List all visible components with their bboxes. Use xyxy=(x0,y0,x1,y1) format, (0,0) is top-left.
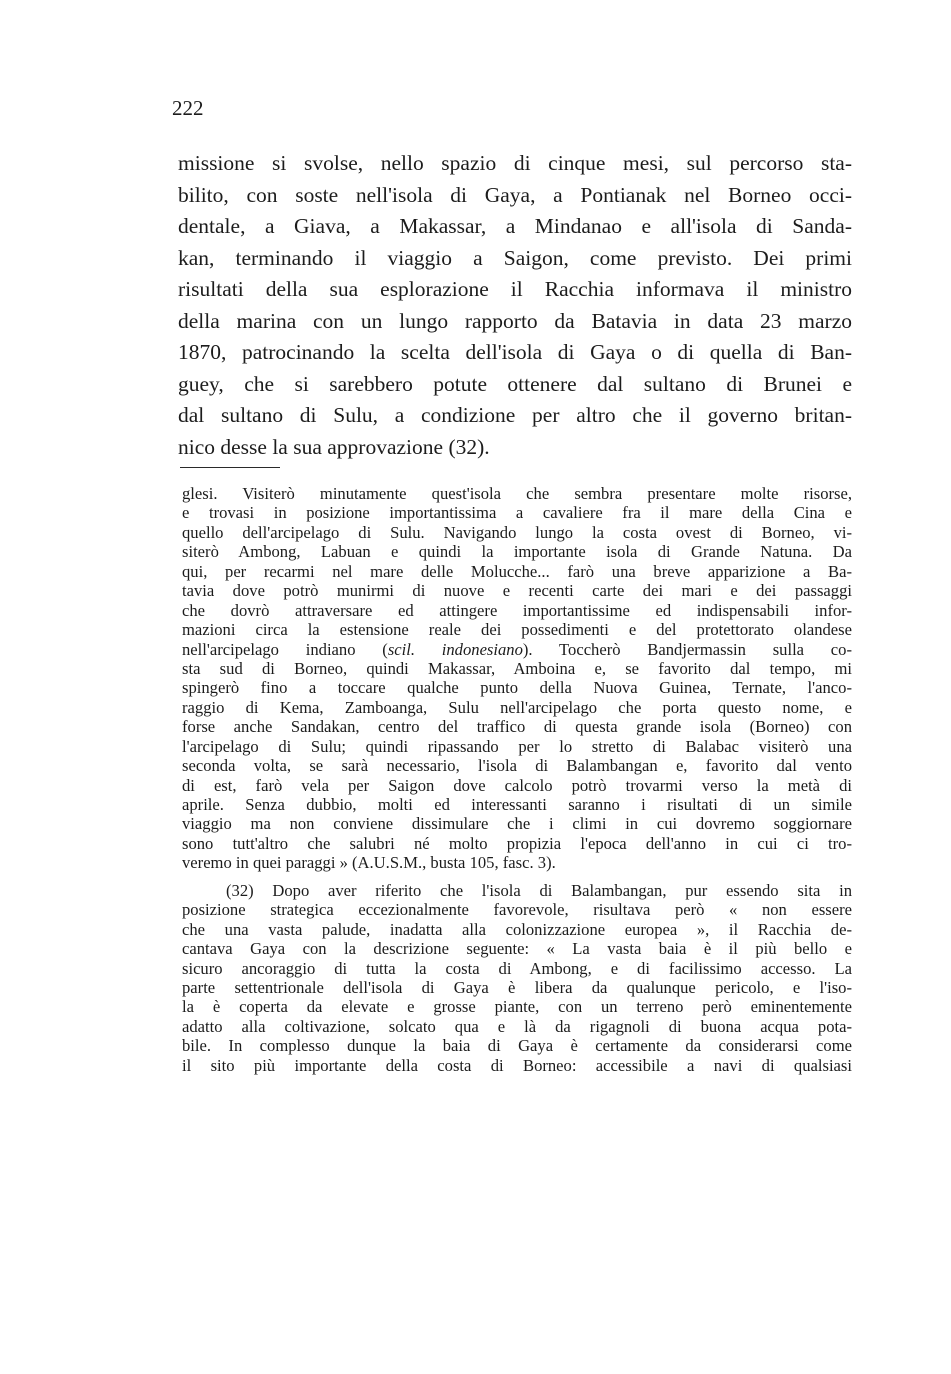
footnote-text: ). Toccherò Bandjermassin sulla co- xyxy=(522,639,852,659)
page-number: 222 xyxy=(172,96,204,120)
footnote-line: e trovasi in posizione importantissima a cavaliere fra il mare della Cina e xyxy=(182,503,852,523)
footnote-line: il sito più importante della costa di Borneo: accessibile a navi di qualsiasi xyxy=(182,1055,852,1075)
footnote-line: seconda volta, se sarà necessario, l'isola di Balambangan e, favorito dal vento xyxy=(182,756,852,776)
footnote-line: che una vasta palude, inadatta alla colonizzazione europea », il Racchia de- xyxy=(182,919,852,939)
text-line: missione si svolse, nello spazio di cinque mesi, sul percorso sta- xyxy=(178,151,852,175)
footnote-line: forse anche Sandakan, centro del traffico di questa grande isola (Borneo) con xyxy=(182,717,852,737)
text-line: della marina con un lungo rapporto da Batavia in data 23 marzo xyxy=(178,308,852,333)
footnote-line: cantava Gaya con la descrizione seguente: « La vasta baia è il più bello e xyxy=(182,939,852,959)
text-line: risultati della sua esplorazione il Racchia informava il ministro xyxy=(178,277,852,301)
footnote-line: adatto alla coltivazione, solcato qua e là da rigagnoli di buona acqua pota- xyxy=(182,1016,852,1036)
footnote-line: viaggio ma non conviene dissimulare che i climi in cui dovremo soggiornare xyxy=(182,814,852,834)
footnote-line: quello dell'arcipelago di Sulu. Navigando lungo la costa ovest di Borneo, vi- xyxy=(182,522,852,542)
footnote-separator-rule xyxy=(180,467,280,468)
footnote-line: di est, farò vela per Saigon dove calcolo potrò trovarmi verso la metà di xyxy=(182,775,852,795)
italic-term: scil. indonesiano xyxy=(387,639,523,659)
footnote-line: spingerò fino a toccare qualche punto della Nuova Guinea, Ternate, l'anco- xyxy=(182,678,852,698)
footnote-line: veremo in quei paraggi » (A.U.S.M., busta 105, fasc. 3). xyxy=(182,853,556,873)
paragraph-gap xyxy=(182,873,852,881)
footnote-line: raggio di Kema, Zamboanga, Sulu nell'arcipelago che porta questo nome, e xyxy=(182,697,852,717)
main-text xyxy=(178,148,852,463)
text-line: guey, che si sarebbero potute ottenere dal sultano di Brunei e xyxy=(178,371,852,396)
footnote-line: che dovrò attraversare ed attingere importantissime ed indispensabili infor- xyxy=(182,600,852,620)
footnotes xyxy=(182,484,852,1075)
footnote-line: glesi. Visiterò minutamente quest'isola che sembra presentare molte risorse, xyxy=(182,484,852,503)
footnote-line: sicuro ancoraggio di tutta la costa di Ambong, e di facilissimo accesso. La xyxy=(182,958,852,978)
text-line: nico desse la sua approvazione (32). xyxy=(178,434,490,459)
footnote-32 xyxy=(182,881,852,1075)
footnote-line: (32) Dopo aver riferito che l'isola di Balambangan, pur essendo sita in xyxy=(226,880,852,900)
footnote-line: sta sud di Borneo, quindi Makassar, Amboina e, se favorito dal tempo, mi xyxy=(182,658,852,678)
text-line: dentale, a Giava, a Makassar, a Mindanao e all'isola di Sanda- xyxy=(178,214,852,238)
text-line: 1870, patrocinando la scelta dell'isola di Gaya o di quella di Ban- xyxy=(178,340,852,364)
footnote-line: l'arcipelago di Sulu; quindi ripassando per lo stretto di Balabac visiterò una xyxy=(182,736,852,756)
footnote-line: qui, per recarmi nel mare delle Molucche... farò una breve apparizione a Ba- xyxy=(182,561,852,581)
footnote-text: nell'arcipelago indiano ( xyxy=(182,639,388,659)
footnote-line: sono tutt'altro che salubri né molto propizia l'epoca dell'anno in cui ci tro- xyxy=(182,833,852,853)
footnote-line: tavia dove potrò munirmi di nuove e recenti carte dei mari e dei passaggi xyxy=(182,581,852,601)
footnote-line: la è coperta da elevate e grosse piante, con un terreno però eminentemente xyxy=(182,997,852,1017)
footnote-line xyxy=(182,640,852,659)
text-line: dal sultano di Sulu, a condizione per altro che il governo britan- xyxy=(178,403,852,427)
text-line: bilito, con soste nell'isola di Gaya, a Pontianak nel Borneo occi- xyxy=(178,182,852,207)
footnote-line: aprile. Senza dubbio, molti ed interessanti saranno i risultati di un simile xyxy=(182,795,852,814)
footnote-line: posizione strategica eccezionalmente favorevole, risultava però « non essere xyxy=(182,900,852,920)
footnote-line: mazioni circa la estensione reale dei possedimenti e del protettorato olandese xyxy=(182,620,852,640)
footnote-line: bile. In complesso dunque la baia di Gaya è certamente da considerarsi come xyxy=(182,1036,852,1056)
text-line: kan, terminando il viaggio a Saigon, come previsto. Dei primi xyxy=(178,245,852,270)
footnote-line: siterò Ambong, Labuan e quindi la importante isola di Grande Natuna. Da xyxy=(182,542,852,562)
footnote-line: parte settentrionale dell'isola di Gaya è libera da qualunque pericolo, e l'iso- xyxy=(182,977,852,997)
footnote-continued xyxy=(182,484,852,873)
